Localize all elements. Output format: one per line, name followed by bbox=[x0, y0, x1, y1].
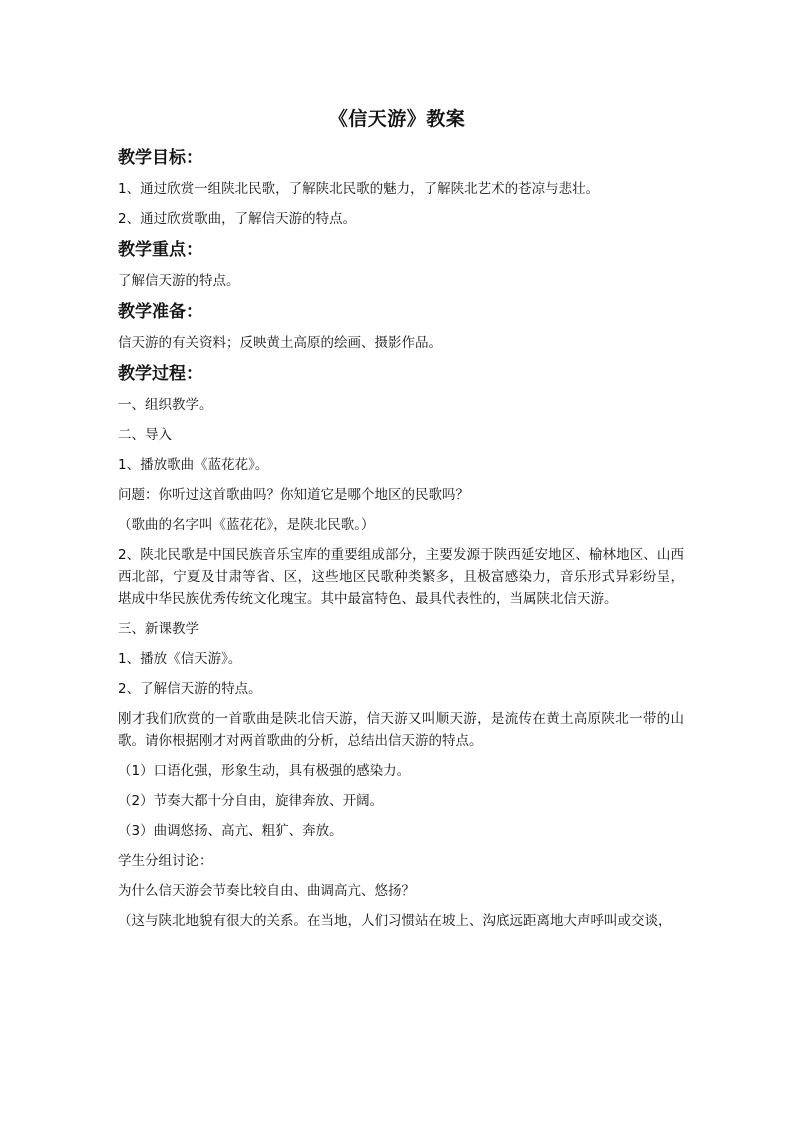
section-heading-process: 教学过程： bbox=[118, 364, 203, 384]
process-item: 2、了解信天游的特点。 bbox=[118, 681, 262, 697]
process-item: （3）曲调悠扬、高亢、粗犷、奔放。 bbox=[118, 823, 343, 839]
goal-item: 2、通过欣赏歌曲，了解信天游的特点。 bbox=[118, 211, 357, 227]
section-heading-preparation: 教学准备： bbox=[118, 302, 203, 322]
process-item: 学生分组讨论： bbox=[118, 853, 213, 869]
process-item: （这与陕北地貌有很大的关系。在当地，人们习惯站在坡上、沟底远距离地大声呼叫或交谈， bbox=[118, 913, 672, 929]
process-item: 为什么信天游会节奏比较自由、曲调高亢、悠扬？ bbox=[118, 883, 415, 899]
process-item: 三、新课教学 bbox=[118, 621, 199, 637]
process-item: （1）口语化强，形象生动，具有极强的感染力。 bbox=[118, 763, 411, 779]
document-title: 《信天游》教案 bbox=[328, 108, 466, 130]
goal-item: 1、通过欣赏一组陕北民歌，了解陕北民歌的魅力，了解陕北艺术的苍凉与悲壮。 bbox=[118, 181, 600, 197]
process-item: （歌曲的名字叫《蓝花花》，是陕北民歌。） bbox=[118, 517, 375, 533]
section-heading-keypoints: 教学重点： bbox=[118, 240, 203, 260]
process-item: 1、播放歌曲《蓝花花》。 bbox=[118, 457, 269, 473]
process-item: 刚才我们欣赏的一首歌曲是陕北信天游，信天游又叫顺天游，是流传在黄土高原陕北一带的山歌。请你根据刚才对两首歌曲的分析，总结出信天游的特点。 bbox=[118, 711, 684, 749]
section-heading-goals: 教学目标： bbox=[118, 148, 203, 168]
process-item: 二、导入 bbox=[118, 427, 172, 443]
process-item: （2）节奏大都十分自由，旋律奔放、开阔。 bbox=[118, 793, 384, 809]
keypoint-item: 了解信天游的特点。 bbox=[118, 273, 240, 289]
process-item: 1、播放《信天游》。 bbox=[118, 651, 242, 667]
process-item: 一、组织教学。 bbox=[118, 397, 213, 413]
process-item: 问题：你听过这首歌曲吗？你知道它是哪个地区的民歌吗？ bbox=[118, 487, 469, 503]
document-body bbox=[118, 146, 684, 940]
preparation-item: 信天游的有关资料；反映黄土高原的绘画、摄影作品。 bbox=[118, 335, 442, 351]
process-item: 2、陕北民歌是中国民族音乐宝库的重要组成部分，主要发源于陕西延安地区、榆林地区、山西西北部，宁夏及甘肃等省、区，这些地区民歌种类繁多，且极富感染力，音乐形式异彩纷呈，堪成中华民族优秀传统文化瑰宝。其中最富特色、最具代表性的，当属陕北信天游。 bbox=[118, 547, 684, 607]
